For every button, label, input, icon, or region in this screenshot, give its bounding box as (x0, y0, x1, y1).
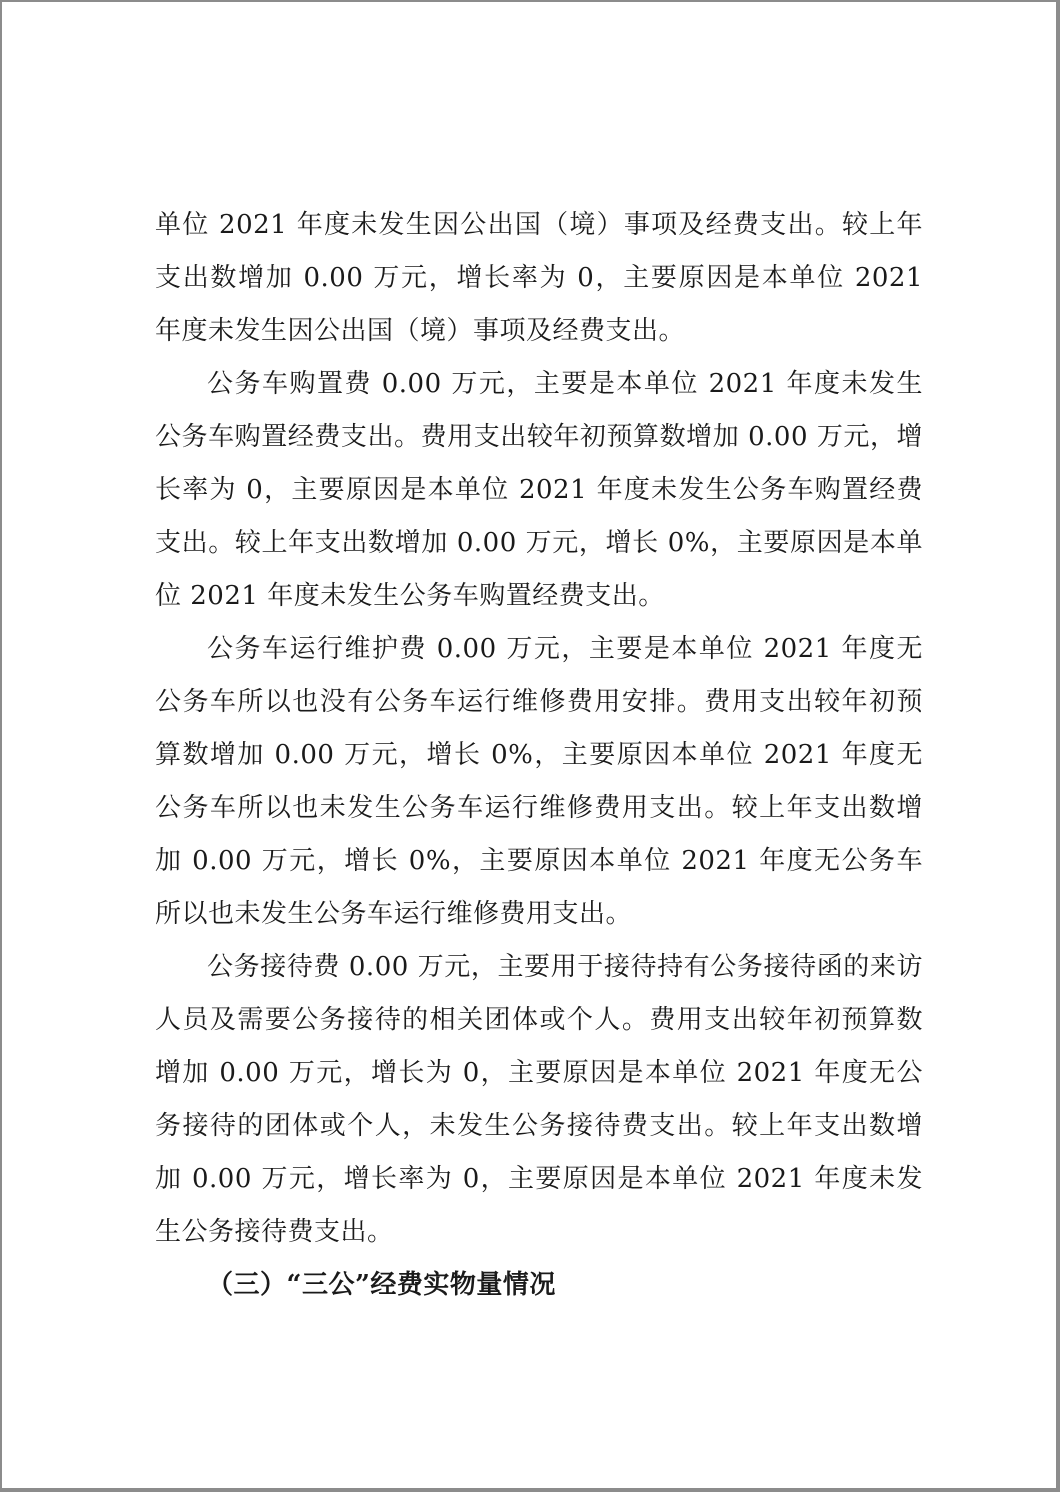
paragraph-official-reception: 公务接待费 0.00 万元，主要用于接待持有公务接待函的来访人员及需要公务接待的相关团体或个人。费用支出较年初预算数增加 0.00 万元，增长为 0，主要原因是本单位 2021 年度无公务接待的团体或个人，未发生公务接待费支出。较上年支出数增加 0.00 万元，增长率为 0，主要原因是本单位 2021 年度未发生公务接待费支出。 (155, 952, 923, 1247)
paragraph-vehicle-purchase: 公务车购置费 0.00 万元，主要是本单位 2021 年度未发生公务车购置经费支出。费用支出较年初预算数增加 0.00 万元，增长率为 0，主要原因是本单位 2021 年度未发生公务车购置经费支出。较上年支出数增加 0.00 万元，增长 0%，主要原因是本单位 2021 年度未发生公务车购置经费支出。 (155, 369, 923, 611)
section-heading: （三）“三公”经费实物量情况 (207, 1270, 556, 1300)
paragraph-vehicle-maintenance: 公务车运行维护费 0.00 万元，主要是本单位 2021 年度无公务车所以也没有公务车运行维修费用安排。费用支出较年初预算数增加 0.00 万元，增长 0%，主要原因本单位 2021 年度无公务车所以也未发生公务车运行维修费用支出。较上年支出数增加 0.00 万元，增长 0%，主要原因本单位 2021 年度无公务车所以也未发生公务车运行维修费用支出。 (155, 634, 923, 929)
paragraph-overseas-travel: 单位 2021 年度未发生因公出国（境）事项及经费支出。较上年支出数增加 0.00 万元，增长率为 0，主要原因是本单位 2021 年度未发生因公出国（境）事项及经费支出。 (155, 210, 923, 346)
document-body (155, 199, 923, 1312)
